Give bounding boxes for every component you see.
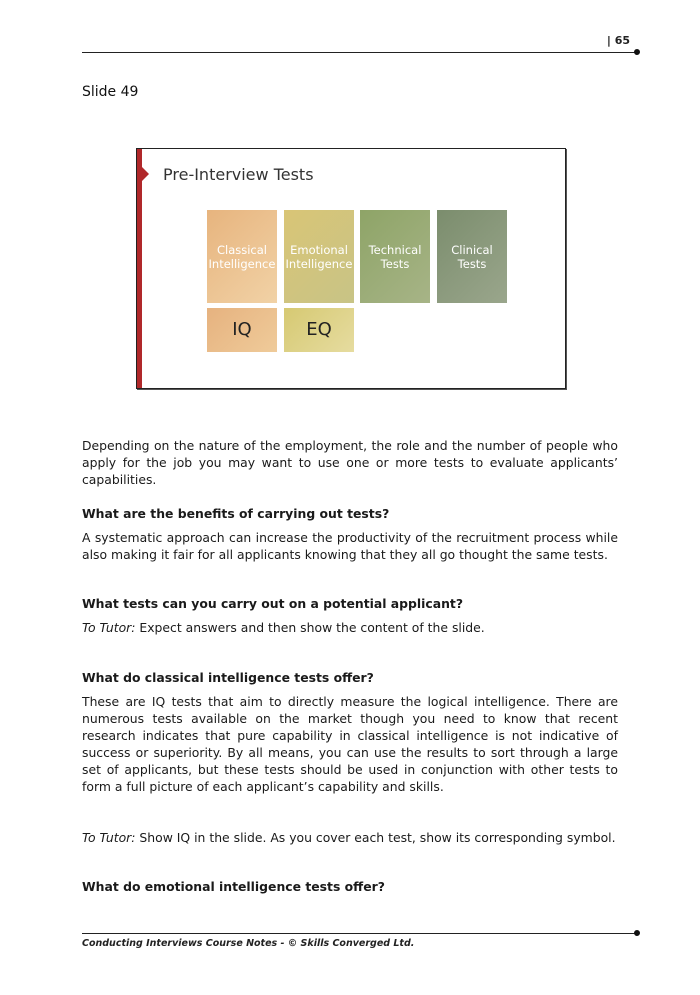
slide-image xyxy=(136,148,566,389)
symbol-iq: IQ xyxy=(207,308,277,352)
paragraph-benefits: A systematic approach can increase the productivity of the recruitment process while also making it fair for all applicants knowing that they all go thought the same tests. xyxy=(82,530,618,562)
slide-label: Slide 49 xyxy=(82,84,139,100)
slide-accent-bar xyxy=(137,149,142,388)
tile-emotional-intelligence: Emotional Intelligence xyxy=(284,210,354,303)
header-rule-dot xyxy=(634,49,640,55)
footer-rule xyxy=(82,933,638,934)
tile-technical-tests: Technical Tests xyxy=(360,210,430,303)
heading-emotional: What do emotional intelligence tests offer? xyxy=(82,879,385,894)
tutor-note-1 xyxy=(82,619,618,636)
paragraph-classical: These are IQ tests that aim to directly measure the logical intelligence. There are numerous tests available on the market though you need to know that recent research indicates that pure capability in classical intelligence is not indicative of success or superiority. By all means, you can use the results to sort through a large set of applicants, but these tests should be used in conjunction with other tests to form a full picture of each applicant’s capability and skills. xyxy=(82,694,618,794)
heading-classical: What do classical intelligence tests offer? xyxy=(82,670,374,685)
header-rule xyxy=(82,52,638,53)
heading-tests: What tests can you carry out on a potential applicant? xyxy=(82,596,464,611)
symbol-eq: EQ xyxy=(284,308,354,352)
tutor-note-2 xyxy=(82,829,618,846)
heading-benefits: What are the benefits of carrying out tests? xyxy=(82,506,390,521)
slide-title: Pre-Interview Tests xyxy=(163,165,314,184)
intro-paragraph: Depending on the nature of the employment, the role and the number of people who apply for the job you may want to use one or more tests to evaluate applicants’ capabilities. xyxy=(82,438,618,487)
footer-rule-dot xyxy=(634,930,640,936)
slide-arrow-icon xyxy=(142,167,149,181)
tile-classical-intelligence: Classical Intelligence xyxy=(207,210,277,303)
tile-clinical-tests: Clinical Tests xyxy=(437,210,507,303)
tutor-label-2: To Tutor: xyxy=(82,830,136,845)
tutor-text-2: Show IQ in the slide. As you cover each test, show its corresponding symbol. xyxy=(135,830,616,845)
footer-text: Conducting Interviews Course Notes - © Skills Converged Ltd. xyxy=(82,938,415,949)
tutor-label-1: To Tutor: xyxy=(82,620,136,635)
tutor-text-1: Expect answers and then show the content of the slide. xyxy=(135,620,485,635)
page-number: | 65 xyxy=(606,34,630,47)
